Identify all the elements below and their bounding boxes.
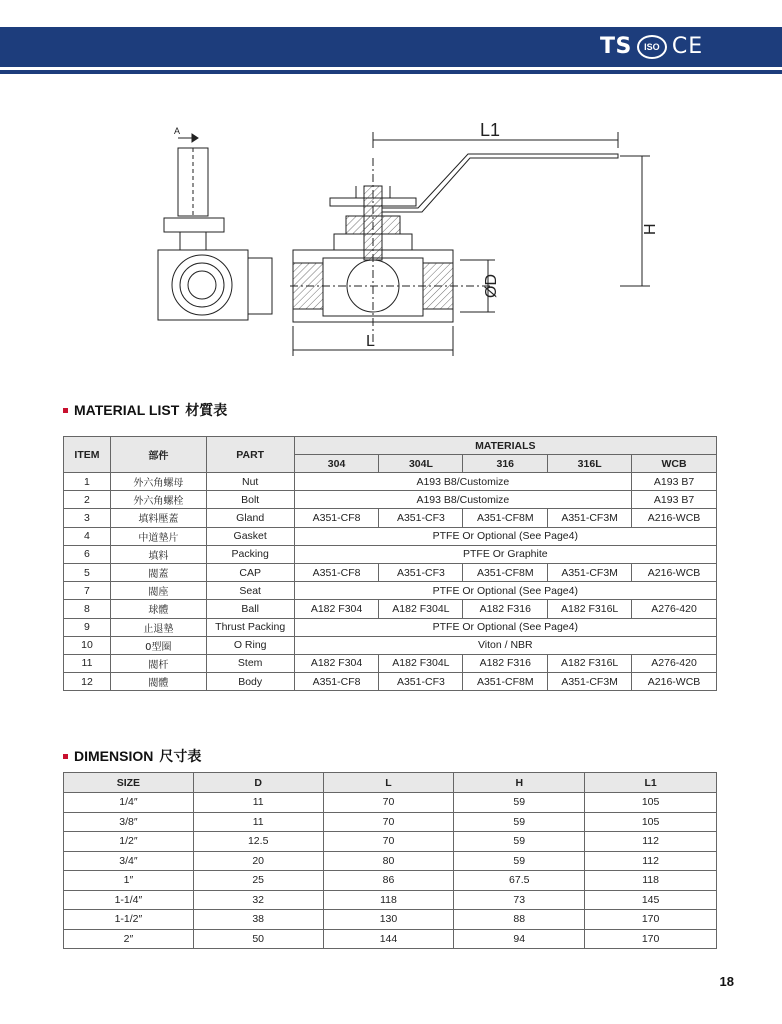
material-cell: A351-CF3M: [548, 509, 632, 527]
dimension-cell: 105: [585, 793, 717, 813]
dimension-cell: 94: [454, 929, 585, 949]
item-number-cell: 12: [64, 673, 111, 691]
dimension-title-cn: 尺寸表: [159, 748, 202, 764]
material-cell: A216-WCB: [632, 563, 717, 581]
header-part-cn: 部件: [110, 437, 206, 473]
dimension-cell: 112: [585, 832, 717, 852]
material-cell-stainless: A193 B8/Customize: [294, 473, 631, 491]
item-number-cell: 6: [64, 545, 111, 563]
part-cn-cell: 外六角螺母: [110, 473, 206, 491]
material-cell: A182 F316L: [548, 600, 632, 618]
dimension-cell: 32: [193, 890, 323, 910]
part-name-cell: Body: [206, 673, 294, 691]
table-row: [64, 929, 717, 949]
dimension-cell: 130: [323, 910, 454, 930]
part-cn-cell: 閥座: [110, 582, 206, 600]
part-name-cell: CAP: [206, 563, 294, 581]
item-number-cell: 4: [64, 527, 111, 545]
material-cell: A182 F304: [294, 600, 379, 618]
material-cell: A276-420: [632, 654, 717, 672]
material-grade-header: 304: [294, 455, 379, 473]
dimension-cell: 59: [454, 793, 585, 813]
label-l: L: [366, 333, 375, 350]
dimension-cell: 25: [193, 871, 323, 891]
dimension-cell: 112: [585, 851, 717, 871]
material-cell: A351-CF3: [379, 563, 463, 581]
table-row: [64, 910, 717, 930]
header-part: PART: [206, 437, 294, 473]
dimension-cell: 170: [585, 929, 717, 949]
item-number-cell: 8: [64, 600, 111, 618]
part-cn-cell: 閥體: [110, 673, 206, 691]
part-name-cell: Packing: [206, 545, 294, 563]
table-row: [64, 491, 717, 509]
iso-logo-icon: ISO: [637, 35, 667, 59]
material-cell-all: PTFE Or Graphite: [294, 545, 716, 563]
dimension-cell: 2″: [64, 929, 194, 949]
table-row: [64, 545, 717, 563]
material-list-title: [63, 400, 227, 420]
item-number-cell: 1: [64, 473, 111, 491]
part-cn-cell: 填料: [110, 545, 206, 563]
part-cn-cell: 閥蓋: [110, 563, 206, 581]
material-cell: A351-CF3: [379, 509, 463, 527]
material-cell-wcb: A193 B7: [632, 473, 717, 491]
part-cn-cell: 止退墊: [110, 618, 206, 636]
table-row: [64, 890, 717, 910]
material-cell: A216-WCB: [632, 673, 717, 691]
part-name-cell: Nut: [206, 473, 294, 491]
dimension-header-cell: H: [454, 773, 585, 793]
dimension-cell: 20: [193, 851, 323, 871]
dimension-cell: 105: [585, 812, 717, 832]
dimension-cell: 38: [193, 910, 323, 930]
material-cell: A351-CF3M: [548, 563, 632, 581]
material-grade-header: 316L: [548, 455, 632, 473]
dimension-header-cell: D: [193, 773, 323, 793]
section-bullet-icon: [63, 754, 68, 759]
dimension-cell: 118: [323, 890, 454, 910]
ce-mark-icon: CE: [671, 34, 704, 59]
dimension-cell: 11: [193, 812, 323, 832]
material-grade-header: 316: [463, 455, 548, 473]
table-row: [64, 582, 717, 600]
dimension-cell: 1″: [64, 871, 194, 891]
table-row: [64, 473, 717, 491]
table-row: [64, 527, 717, 545]
dimension-cell: 12.5: [193, 832, 323, 852]
part-cn-cell: 填料壓蓋: [110, 509, 206, 527]
material-cell-stainless: A193 B8/Customize: [294, 491, 631, 509]
part-name-cell: Seat: [206, 582, 294, 600]
material-grade-header: WCB: [632, 455, 717, 473]
table-row: [64, 600, 717, 618]
part-name-cell: Bolt: [206, 491, 294, 509]
table-row: [64, 673, 717, 691]
dimension-cell: 144: [323, 929, 454, 949]
dimension-cell: 3/4″: [64, 851, 194, 871]
material-cell: A351-CF8: [294, 673, 379, 691]
part-cn-cell: 閥杆: [110, 654, 206, 672]
dimension-cell: 1/4″: [64, 793, 194, 813]
material-list-title-cn: 材質表: [185, 402, 228, 418]
dimension-title-text: DIMENSION: [74, 748, 154, 764]
table-row: [64, 871, 717, 891]
material-cell: A182 F316L: [548, 654, 632, 672]
part-cn-cell: 球體: [110, 600, 206, 618]
table-row: [64, 851, 717, 871]
material-cell-wcb: A193 B7: [632, 491, 717, 509]
item-number-cell: 9: [64, 618, 111, 636]
label-d: ØD: [483, 274, 500, 298]
material-cell-all: PTFE Or Optional (See Page4): [294, 582, 716, 600]
part-cn-cell: 外六角螺栓: [110, 491, 206, 509]
material-cell: A182 F304L: [379, 654, 463, 672]
dimension-cell: 1/2″: [64, 832, 194, 852]
material-cell: A351-CF8: [294, 563, 379, 581]
label-l1: L1: [480, 120, 501, 140]
material-table: [63, 436, 717, 691]
brand-logo-ts: TS: [600, 34, 632, 59]
part-cn-cell: 中道墊片: [110, 527, 206, 545]
item-number-cell: 11: [64, 654, 111, 672]
material-cell: A351-CF3: [379, 673, 463, 691]
dimension-cell: 11: [193, 793, 323, 813]
material-grade-header: 304L: [379, 455, 463, 473]
dimension-header-cell: SIZE: [64, 773, 194, 793]
part-cn-cell: 0型圈: [110, 636, 206, 654]
material-table-body: [64, 473, 717, 691]
material-cell: A182 F316: [463, 600, 548, 618]
table-row: [64, 832, 717, 852]
item-number-cell: 5: [64, 563, 111, 581]
header-underline: [0, 70, 782, 74]
dimension-cell: 59: [454, 832, 585, 852]
material-cell: A182 F316: [463, 654, 548, 672]
material-cell: A182 F304L: [379, 600, 463, 618]
item-number-cell: 2: [64, 491, 111, 509]
dimension-cell: 70: [323, 832, 454, 852]
dimension-cell: 59: [454, 851, 585, 871]
table-row: [64, 793, 717, 813]
part-name-cell: Stem: [206, 654, 294, 672]
dimension-table: [63, 772, 717, 949]
dimension-cell: 170: [585, 910, 717, 930]
table-row: [64, 563, 717, 581]
dimension-cell: 86: [323, 871, 454, 891]
part-name-cell: Gasket: [206, 527, 294, 545]
table-row: [64, 618, 717, 636]
material-cell: A351-CF3M: [548, 673, 632, 691]
dimension-cell: 59: [454, 812, 585, 832]
part-name-cell: O Ring: [206, 636, 294, 654]
page-number: 18: [719, 974, 734, 989]
dimension-cell: 1-1/4″: [64, 890, 194, 910]
dimension-cell: 70: [323, 812, 454, 832]
dimension-cell: 118: [585, 871, 717, 891]
material-cell-all: PTFE Or Optional (See Page4): [294, 527, 716, 545]
material-cell: A351-CF8M: [463, 509, 548, 527]
dimension-header-cell: L: [323, 773, 454, 793]
dimension-table-body: [64, 793, 717, 949]
header-item: ITEM: [64, 437, 111, 473]
dimension-cell: 80: [323, 851, 454, 871]
table-row: [64, 654, 717, 672]
label-a: A: [174, 126, 181, 136]
table-row: [64, 509, 717, 527]
material-cell: A182 F304: [294, 654, 379, 672]
label-h: H: [642, 223, 659, 235]
material-cell: A276-420: [632, 600, 717, 618]
valve-technical-drawing: [150, 118, 670, 358]
header-materials: MATERIALS: [294, 437, 716, 455]
dimension-cell: 88: [454, 910, 585, 930]
material-list-title-text: MATERIAL LIST: [74, 402, 180, 418]
dimension-title: [63, 746, 201, 766]
material-cell: A216-WCB: [632, 509, 717, 527]
brand-logos: [600, 34, 703, 59]
item-number-cell: 3: [64, 509, 111, 527]
item-number-cell: 10: [64, 636, 111, 654]
part-name-cell: Gland: [206, 509, 294, 527]
section-bullet-icon: [63, 408, 68, 413]
part-name-cell: Ball: [206, 600, 294, 618]
item-number-cell: 7: [64, 582, 111, 600]
part-name-cell: Thrust Packing: [206, 618, 294, 636]
material-cell: A351-CF8: [294, 509, 379, 527]
dimension-cell: 1-1/2″: [64, 910, 194, 930]
table-row: [64, 636, 717, 654]
material-cell-all: PTFE Or Optional (See Page4): [294, 618, 716, 636]
material-cell: A351-CF8M: [463, 563, 548, 581]
dimension-cell: 3/8″: [64, 812, 194, 832]
dimension-cell: 145: [585, 890, 717, 910]
table-row: [64, 812, 717, 832]
dimension-cell: 73: [454, 890, 585, 910]
dimension-cell: 70: [323, 793, 454, 813]
dimension-cell: 67.5: [454, 871, 585, 891]
dimension-cell: 50: [193, 929, 323, 949]
material-cell-all: Viton / NBR: [294, 636, 716, 654]
dimension-header-row: [64, 773, 717, 793]
material-cell: A351-CF8M: [463, 673, 548, 691]
dimension-header-cell: L1: [585, 773, 717, 793]
